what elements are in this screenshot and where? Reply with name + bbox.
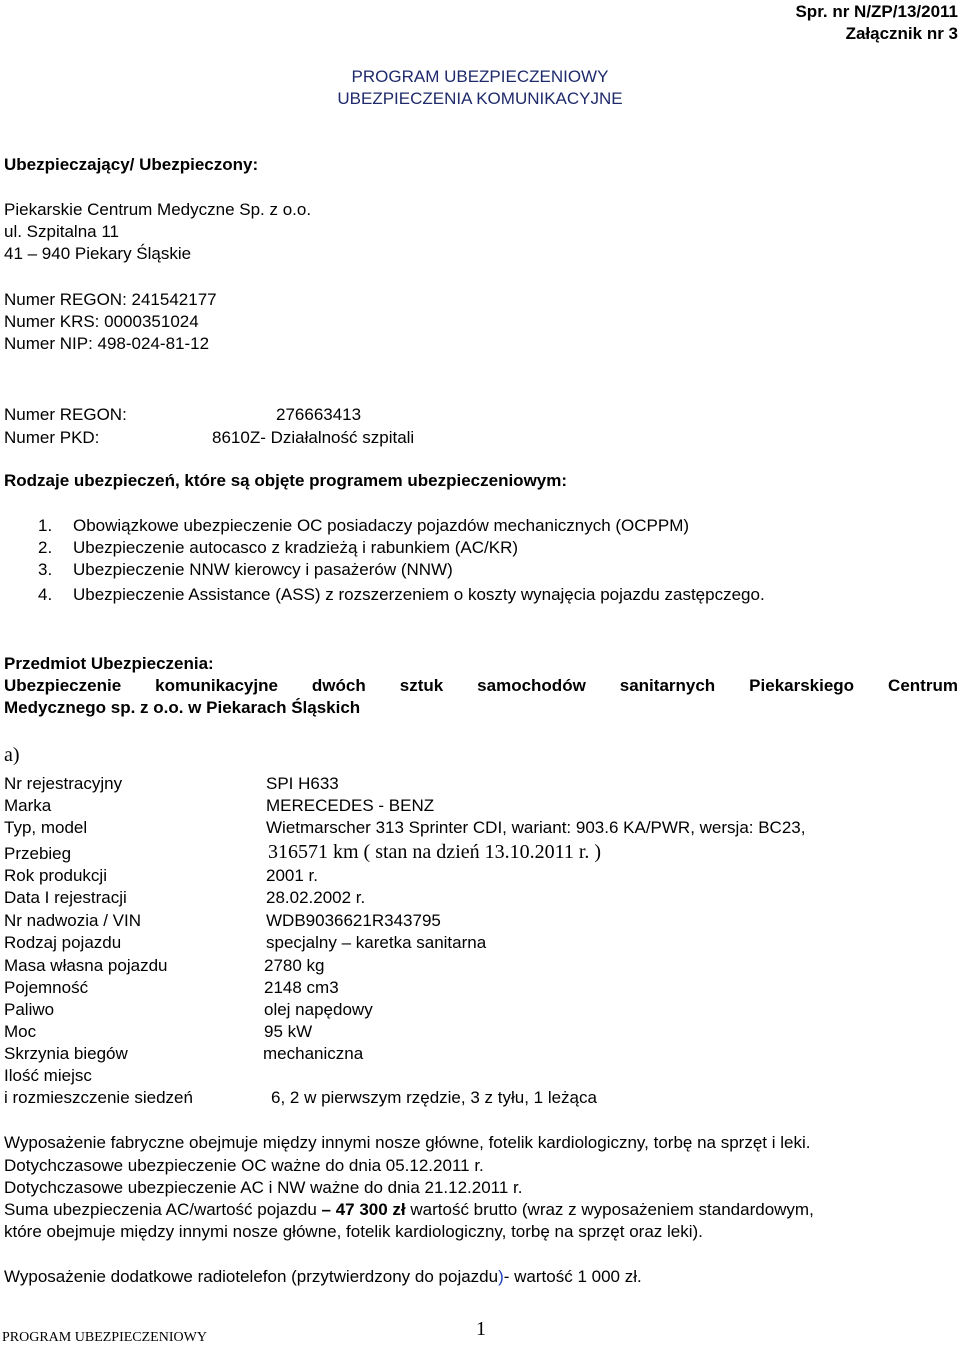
subject-word: Centrum xyxy=(888,676,958,695)
extra-equipment-paren: ) xyxy=(498,1267,504,1286)
subject-word: dwóch xyxy=(311,676,366,695)
regon2-value: 276663413 xyxy=(276,405,362,424)
vehicle-value: 316571 km ( stan na dzień 13.10.2011 r. ) xyxy=(268,841,602,863)
oc-validity-note: Dotychczasowe ubezpieczenie OC ważne do dnia 05.12.2011 r. xyxy=(4,1156,484,1175)
page-number: 1 xyxy=(476,1318,486,1340)
insurance-type-num: 1. xyxy=(38,516,53,535)
insurance-type-item: Ubezpieczenie autocasco z kradzieżą i rabunkiem (AC/KR) xyxy=(73,538,519,557)
subject-line xyxy=(4,676,958,696)
vehicle-label: Rok produkcji xyxy=(4,866,107,885)
seats-label: Ilość miejsc xyxy=(4,1066,92,1085)
attachment-number: Załącznik nr 3 xyxy=(845,24,958,43)
vehicle-label: Skrzynia biegów xyxy=(4,1044,128,1063)
vehicle-value: olej napędowy xyxy=(264,1000,373,1019)
insured-city: 41 – 940 Piekary Śląskie xyxy=(4,244,192,263)
insurance-type-num: 2. xyxy=(38,538,53,557)
vehicle-marker: a) xyxy=(4,744,20,766)
vehicle-value: WDB9036621R343795 xyxy=(266,911,441,930)
vehicle-label: Data I rejestracji xyxy=(4,888,127,907)
document-subtitle: UBEZPIECZENIA KOMUNIKACYJNE xyxy=(337,89,623,108)
insured-regon: Numer REGON: 241542177 xyxy=(4,290,217,309)
vehicle-value: 95 kW xyxy=(264,1022,313,1041)
vehicle-value: 2780 kg xyxy=(264,956,325,975)
pkd-value: 8610Z- Działalność szpitali xyxy=(212,428,415,447)
vehicle-label: Typ, model xyxy=(4,818,88,837)
sum-insured-prefix: Suma ubezpieczenia AC/wartość pojazdu xyxy=(4,1200,317,1219)
footer-program-name: PROGRAM UBEZPIECZENIOWY xyxy=(2,1330,207,1345)
vehicle-label: Rodzaj pojazdu xyxy=(4,933,122,952)
subject-line-2: Medycznego sp. z o.o. w Piekarach Śląskich xyxy=(4,698,361,717)
insurance-type-item: Obowiązkowe ubezpieczenie OC posiadaczy pojazdów mechanicznych (OCPPM) xyxy=(73,516,690,535)
sum-insured-note-2: które obejmuje między innymi nosze główne, fotelik kardiologiczny, torbę na sprzęt oraz leki). xyxy=(4,1222,703,1241)
sum-insured-suffix: wartość brutto (wraz z wyposażeniem standardowym, xyxy=(410,1200,814,1219)
insurance-types-heading: Rodzaje ubezpieczeń, które są objęte programem ubezpieczeniowym: xyxy=(4,471,568,490)
vehicle-value: 2148 cm3 xyxy=(264,978,339,997)
vehicle-label: Moc xyxy=(4,1022,37,1041)
subject-word: sztuk xyxy=(399,676,444,695)
subject-heading: Przedmiot Ubezpieczenia: xyxy=(4,654,214,673)
regon2-label: Numer REGON: xyxy=(4,405,127,424)
vehicle-label: Nr rejestracyjny xyxy=(4,774,123,793)
insured-heading: Ubezpieczający/ Ubezpieczony: xyxy=(4,155,259,174)
seats-value: 6, 2 w pierwszym rzędzie, 3 z tyłu, 1 leżąca xyxy=(271,1088,597,1107)
vehicle-value: specjalny – karetka sanitarna xyxy=(266,933,487,952)
extra-equipment-note xyxy=(4,1267,642,1287)
vehicle-label: Nr nadwozia / VIN xyxy=(4,911,141,930)
vehicle-label: Masa własna pojazdu xyxy=(4,956,168,975)
vehicle-value: Wietmarscher 313 Sprinter CDI, wariant: 903.6 KA/PWR, wersja: BC23, xyxy=(266,818,806,837)
vehicle-value: 28.02.2002 r. xyxy=(266,888,366,907)
subject-word: samochodów xyxy=(477,676,586,695)
insured-name: Piekarskie Centrum Medyczne Sp. z o.o. xyxy=(4,200,312,219)
vehicle-label: Paliwo xyxy=(4,1000,55,1019)
vehicle-value: SPI H633 xyxy=(266,774,339,793)
vehicle-label: Pojemność xyxy=(4,978,89,997)
vehicle-value: mechaniczna xyxy=(263,1044,364,1063)
subject-word: Piekarskiego xyxy=(749,676,855,695)
reference-number: Spr. nr N/ZP/13/2011 xyxy=(795,2,958,21)
extra-equipment-suffix: - wartość 1 000 zł. xyxy=(503,1267,642,1286)
sum-insured-note xyxy=(4,1200,814,1220)
seats-label-2: i rozmieszczenie siedzeń xyxy=(4,1088,193,1107)
extra-equipment-prefix: Wyposażenie dodatkowe radiotelefon (przytwierdzony do pojazdu xyxy=(4,1267,499,1286)
insured-nip: Numer NIP: 498-024-81-12 xyxy=(4,334,210,353)
subject-word: Ubezpieczenie xyxy=(4,676,122,695)
subject-word: sanitarnych xyxy=(619,676,716,695)
vehicle-value: MERECEDES - BENZ xyxy=(266,796,435,815)
insurance-type-item: Ubezpieczenie NNW kierowcy i pasażerów (NNW) xyxy=(73,560,453,579)
insurance-type-item: Ubezpieczenie Assistance (ASS) z rozszerzeniem o koszty wynajęcia pojazdu zastępczego. xyxy=(73,585,765,604)
vehicle-label: Marka xyxy=(4,796,52,815)
vehicle-value: 2001 r. xyxy=(266,866,318,885)
equipment-note: Wyposażenie fabryczne obejmuje między innymi nosze główne, fotelik kardiologiczny, torbę na sprzęt i leki. xyxy=(4,1133,811,1152)
subject-word: komunikacyjne xyxy=(155,676,278,695)
insurance-type-num: 3. xyxy=(38,560,53,579)
insured-street: ul. Szpitalna 11 xyxy=(4,222,119,241)
document-title: PROGRAM UBEZPIECZENIOWY xyxy=(351,67,609,86)
insured-krs: Numer KRS: 0000351024 xyxy=(4,312,199,331)
insurance-type-num: 4. xyxy=(38,585,53,604)
vehicle-label: Przebieg xyxy=(4,844,72,863)
sum-insured-value: – 47 300 zł xyxy=(321,1200,406,1219)
pkd-label: Numer PKD: xyxy=(4,428,100,447)
ac-validity-note: Dotychczasowe ubezpieczenie AC i NW ważne do dnia 21.12.2011 r. xyxy=(4,1178,523,1197)
